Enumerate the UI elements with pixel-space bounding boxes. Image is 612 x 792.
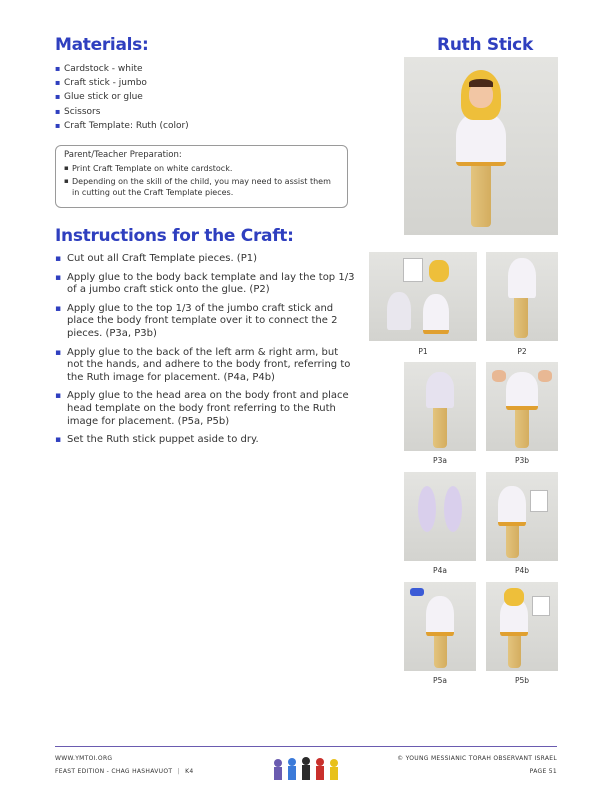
footer-edition-title: FEAST EDITION - CHAG HASHAVUOT [55, 768, 173, 775]
list-item: ▪ Apply glue to the top 1/3 of the jumbo craft stick and place the body front template over it to connect the 2 pieces. (P3a, P3b) [55, 303, 355, 341]
template-piece [403, 258, 423, 282]
photo-p3b [486, 362, 558, 451]
materials-heading: Materials: [55, 35, 149, 55]
photo-p5b [486, 582, 558, 671]
footer-copyright: © YOUNG MESSIANIC TORAH OBSERVANT ISRAEL [397, 755, 557, 762]
craft-stick [433, 402, 447, 448]
puppet-hair [469, 79, 493, 87]
glue-stick [410, 588, 424, 596]
puppet-body [456, 112, 506, 166]
puppet-photo [404, 57, 558, 235]
template-piece [429, 260, 449, 282]
template-piece [506, 372, 538, 410]
template-piece [444, 486, 462, 532]
footer-page-number: PAGE 51 [529, 768, 557, 775]
photo-p4a [404, 472, 476, 561]
template-piece [423, 294, 449, 334]
template-piece [508, 258, 536, 298]
caption-p4a: P4a [433, 566, 447, 575]
caption-p3a: P3a [433, 456, 447, 465]
caption-p3b: P3b [514, 456, 530, 465]
puppet-title: Ruth Stick [437, 35, 533, 55]
materials-list [55, 62, 335, 133]
footer-website: WWW.YMTOI.ORG [55, 755, 113, 762]
list-item: ▪ Print Craft Template on white cardstock. [64, 163, 339, 174]
template-piece [532, 596, 550, 616]
prep-title: Parent/Teacher Preparation: [64, 150, 182, 160]
list-item: ▪ Depending on the skill of the child, you may need to assist them in cutting out the Craft Template pieces. [64, 176, 339, 198]
instructions-list [55, 253, 355, 453]
footer-grade: K4 [185, 768, 194, 775]
list-item: ▪ Apply glue to the head area on the body front and place head template on the body front referring to the Ruth image for placement. (P5a, P5b) [55, 390, 355, 428]
list-item: ▪ Craft Template: Ruth (color) [55, 119, 335, 133]
caption-p1: P1 [418, 347, 428, 356]
template-piece [504, 588, 524, 606]
prep-box [55, 145, 348, 208]
template-piece [387, 292, 411, 330]
list-item: ▪ Scissors [55, 105, 335, 119]
list-item: ▪ Apply glue to the body back template and lay the top 1/3 of a jumbo craft stick onto the glue. (P2) [55, 272, 355, 297]
list-item: ▪ Craft stick - jumbo [55, 76, 335, 90]
template-piece [418, 486, 436, 532]
caption-p5b: P5b [514, 676, 530, 685]
template-piece [498, 486, 526, 526]
list-item: ▪ Cut out all Craft Template pieces. (P1) [55, 253, 355, 266]
photo-p5a [404, 582, 476, 671]
list-item: ▪ Glue stick or glue [55, 90, 335, 104]
template-piece [426, 596, 454, 636]
list-item: ▪ Cardstock - white [55, 62, 335, 76]
footer-rule [55, 746, 557, 747]
ymtoi-logo-icon [270, 754, 350, 782]
caption-p4b: P4b [514, 566, 530, 575]
template-piece [530, 490, 548, 512]
photo-p3a [404, 362, 476, 451]
caption-p2: P2 [517, 347, 527, 356]
footer-separator: | [177, 768, 180, 775]
caption-p5a: P5a [433, 676, 447, 685]
hand [492, 370, 506, 382]
instructions-heading: Instructions for the Craft: [55, 226, 294, 246]
hand [538, 370, 552, 382]
list-item: ▪ Apply glue to the back of the left arm & right arm, but not the hands, and adhere to the body front, referring to the Ruth image for placement. (P4a, P4b) [55, 347, 355, 385]
photo-p1 [369, 252, 477, 341]
photo-p2 [486, 252, 558, 341]
footer-edition [55, 768, 193, 775]
template-piece [426, 372, 454, 408]
list-item: ▪ Set the Ruth stick puppet aside to dry. [55, 434, 355, 447]
photo-p4b [486, 472, 558, 561]
